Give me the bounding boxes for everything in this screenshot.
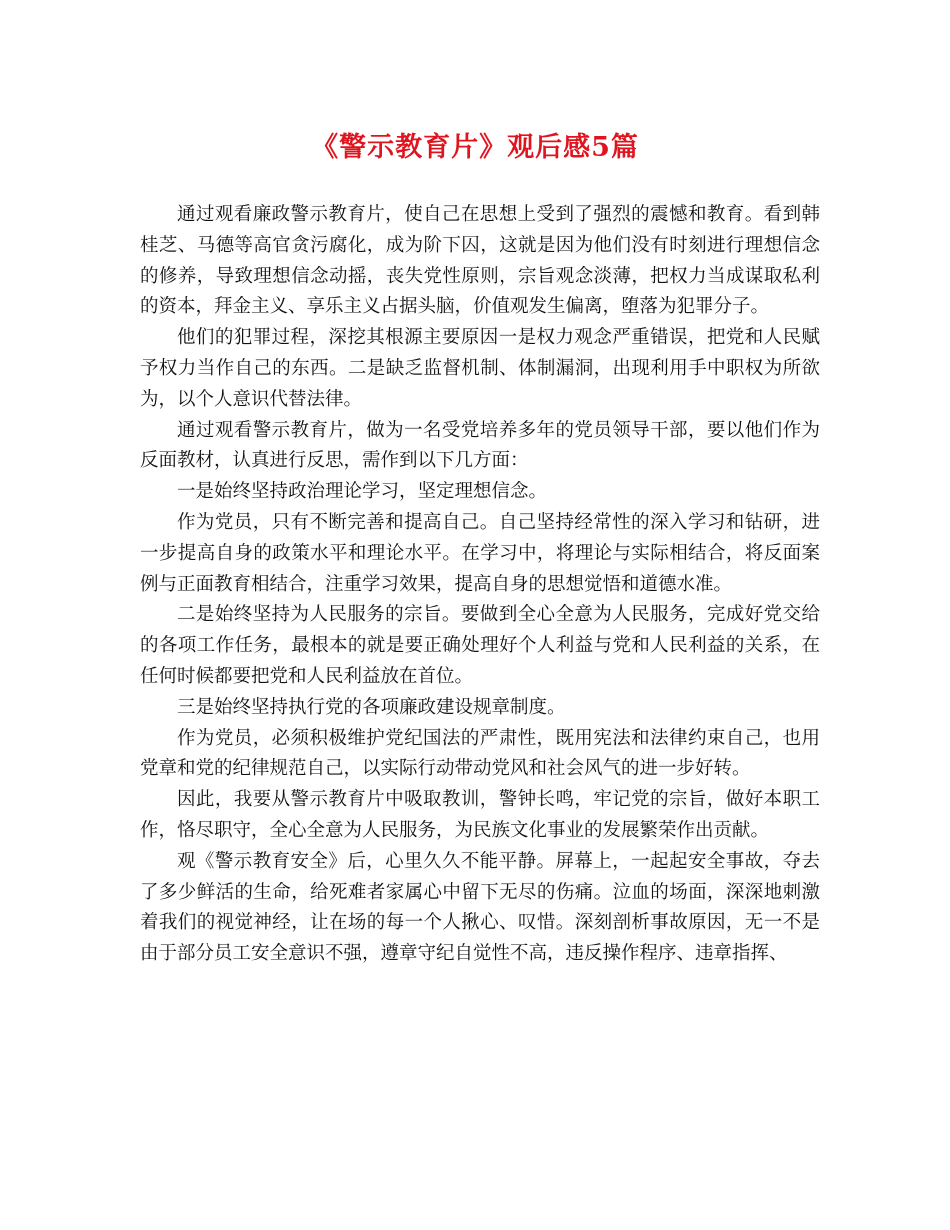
paragraph-5: 作为党员，只有不断完善和提高自己。自己坚持经常性的深入学习和钻研，进一步提高自身的政策水平和理论水平。在学习中，将理论与实际相结合，将反面案例与正面教育相结合，注重学习效果，提高自身的思想觉悟和道德水准。 <box>140 511 820 595</box>
document-body <box>140 200 820 970</box>
paragraph-4: 一是始终坚持政治理论学习，坚定理想信念。 <box>177 481 548 503</box>
paragraph-1: 通过观看廉政警示教育片，使自己在思想上受到了强烈的震憾和教育。看到韩桂芝、马德等高官贪污腐化，成为阶下囚，这就是因为他们没有时刻进行理想信念的修养，导致理想信念动摇，丧失党性原则，宗旨观念淡薄，把权力当成谋取私利的资本，拜金主义、享乐主义占据头脑，价值观发生偏离，堕落为犯罪分子。 <box>140 204 820 318</box>
document-title: 《警示教育片》观后感5篇 <box>311 132 639 163</box>
paragraph-9: 因此，我要从警示教育片中吸取教训，警钟长鸣，牢记党的宗旨，做好本职工作，恪尽职守，全心全意为人民服务，为民族文化事业的发展繁荣作出贡献。 <box>140 789 820 841</box>
paragraph-8: 作为党员，必须积极维护党纪国法的严肃性，既用宪法和法律约束自己，也用党章和党的纪律规范自己，以实际行动带动党风和社会风气的进一步好转。 <box>140 727 820 780</box>
paragraph-7: 三是始终坚持执行党的各项廉政建设规章制度。 <box>177 696 566 718</box>
paragraph-3: 通过观看警示教育片，做为一名受党培养多年的党员领导干部，要以他们作为反面教材，认真进行反思，需作到以下几方面： <box>140 419 820 472</box>
paragraph-6: 二是始终坚持为人民服务的宗旨。要做到全心全意为人民服务，完成好党交给的各项工作任务，最根本的就是要正确处理好个人利益与党和人民利益的关系，在任何时候都要把党和人民利益放在首位。 <box>140 604 820 687</box>
paragraph-2: 他们的犯罪过程，深挖其根源主要原因一是权力观念严重错误，把党和人民赋予权力当作自己的东西。二是缺乏监督机制、体制漏洞，出现利用手中职权为所欲为，以个人意识代替法律。 <box>140 327 820 410</box>
paragraph-10: 观《警示教育安全》后，心里久久不能平静。屏幕上，一起起安全事故，夺去了多少鲜活的生命，给死难者家属心中留下无尽的伤痛。泣血的场面，深深地刺激着我们的视觉神经，让在场的每一个人揪心、叹惜。深刻剖析事故原因，无一不是由于部分员工安全意识不强，遵章守纪自觉性不高，违反操作程序、违章指挥、 <box>140 850 820 965</box>
